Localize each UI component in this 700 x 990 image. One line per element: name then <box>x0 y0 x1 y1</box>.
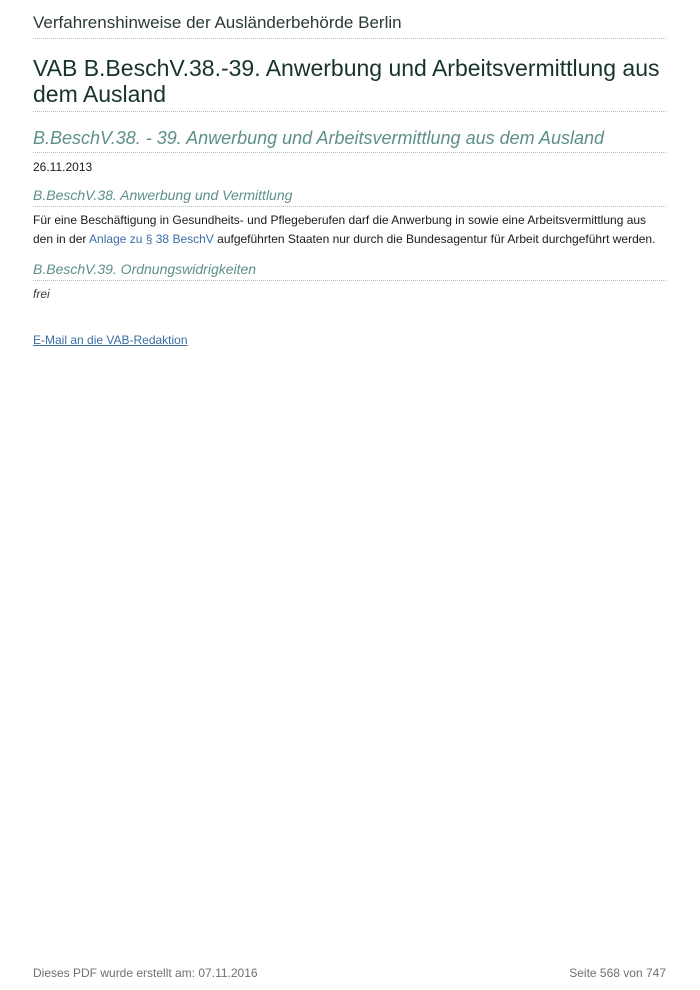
section-text-after-link: aufgeführten Staaten nur durch die Bundesagentur für Arbeit durchgeführt werden. <box>213 232 656 247</box>
section-text-before-link: Für eine Beschäftigung in Gesundheits- und Pflegeberufen darf die Anwerbung in sowie eine Arbeitsvermittlung aus den in der <box>33 213 647 247</box>
footer-created-date: Dieses PDF wurde erstellt am: 07.11.2016 <box>33 966 258 980</box>
document-title: VAB B.BeschV.38.-39. Anwerbung und Arbeitsvermittlung aus dem Ausland <box>33 55 666 112</box>
anlage-38-beschv-link[interactable]: Anlage zu § 38 BeschV <box>89 232 214 247</box>
document-date: 26.11.2013 <box>33 160 93 175</box>
section-note-frei: frei <box>33 287 50 302</box>
email-redaktion-link[interactable]: E-Mail an die VAB-Redaktion <box>33 333 188 348</box>
section-body-38 <box>33 211 666 249</box>
document-page <box>33 0 666 349</box>
document-subtitle: B.BeschV.38. - 39. Anwerbung und Arbeitsvermittlung aus dem Ausland <box>33 127 666 153</box>
page-header: Verfahrenshinweise der Ausländerbehörde Berlin <box>33 12 666 39</box>
section-heading-38: B.BeschV.38. Anwerbung und Vermittlung <box>33 186 666 207</box>
section-heading-39: B.BeschV.39. Ordnungswidrigkeiten <box>33 260 666 281</box>
footer-page-number: Seite 568 von 747 <box>569 966 666 980</box>
